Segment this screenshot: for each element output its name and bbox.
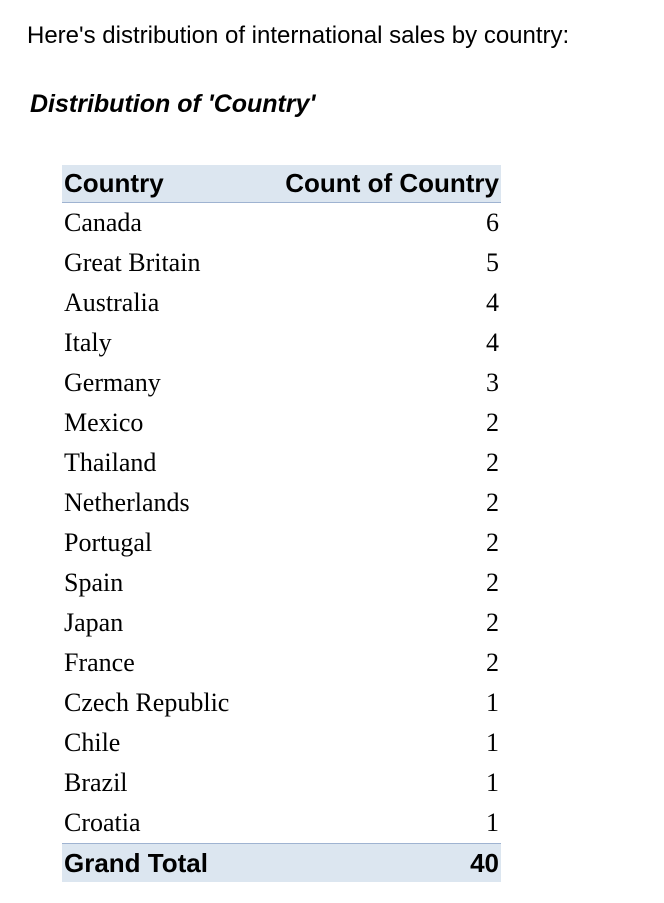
table-row xyxy=(62,523,501,563)
intro-text: Here's distribution of international sales by country: xyxy=(27,22,570,49)
country-cell: Japan xyxy=(64,608,124,637)
table-row xyxy=(62,643,501,683)
count-cell: 2 xyxy=(486,488,499,517)
count-cell: 4 xyxy=(486,328,499,357)
count-cell: 2 xyxy=(486,448,499,477)
country-cell: Spain xyxy=(64,568,124,597)
table-row xyxy=(62,203,501,244)
country-cell: Canada xyxy=(64,208,142,237)
count-cell: 3 xyxy=(486,368,499,397)
table-row xyxy=(62,403,501,443)
grand-total-row xyxy=(62,844,501,883)
column-header-country: Country xyxy=(62,165,256,203)
count-cell: 1 xyxy=(486,768,499,797)
grand-total-label: Grand Total xyxy=(62,844,256,883)
table-row xyxy=(62,803,501,844)
table-row xyxy=(62,563,501,603)
country-cell: Italy xyxy=(64,328,112,357)
country-cell: Germany xyxy=(64,368,161,397)
country-cell: Mexico xyxy=(64,408,144,437)
count-cell: 2 xyxy=(486,568,499,597)
country-cell: Australia xyxy=(64,288,160,317)
table-row xyxy=(62,323,501,363)
country-cell: Thailand xyxy=(64,448,157,477)
country-cell: Croatia xyxy=(64,808,141,837)
count-cell: 1 xyxy=(486,688,499,717)
count-cell: 2 xyxy=(486,608,499,637)
grand-total-value: 40 xyxy=(256,844,501,883)
country-cell: Chile xyxy=(64,728,121,757)
count-cell: 6 xyxy=(486,208,499,237)
section-title: Distribution of 'Country' xyxy=(30,90,316,118)
count-cell: 4 xyxy=(486,288,499,317)
table-row xyxy=(62,443,501,483)
count-cell: 5 xyxy=(486,248,499,277)
count-cell: 2 xyxy=(486,528,499,557)
table-row xyxy=(62,483,501,523)
country-cell: France xyxy=(64,648,135,677)
table-row xyxy=(62,763,501,803)
table-row xyxy=(62,683,501,723)
table-row xyxy=(62,603,501,643)
country-cell: Netherlands xyxy=(64,488,190,517)
country-cell: Czech Republic xyxy=(64,688,230,717)
count-cell: 2 xyxy=(486,648,499,677)
table-row xyxy=(62,363,501,403)
count-cell: 2 xyxy=(486,408,499,437)
country-cell: Great Britain xyxy=(64,248,201,277)
count-cell: 1 xyxy=(486,808,499,837)
table-row xyxy=(62,243,501,283)
column-header-count: Count of Country xyxy=(256,165,501,203)
table-row xyxy=(62,283,501,323)
table-row xyxy=(62,723,501,763)
country-cell: Brazil xyxy=(64,768,128,797)
table-header-row xyxy=(62,165,501,203)
country-cell: Portugal xyxy=(64,528,153,557)
country-distribution-table xyxy=(62,165,501,882)
count-cell: 1 xyxy=(486,728,499,757)
